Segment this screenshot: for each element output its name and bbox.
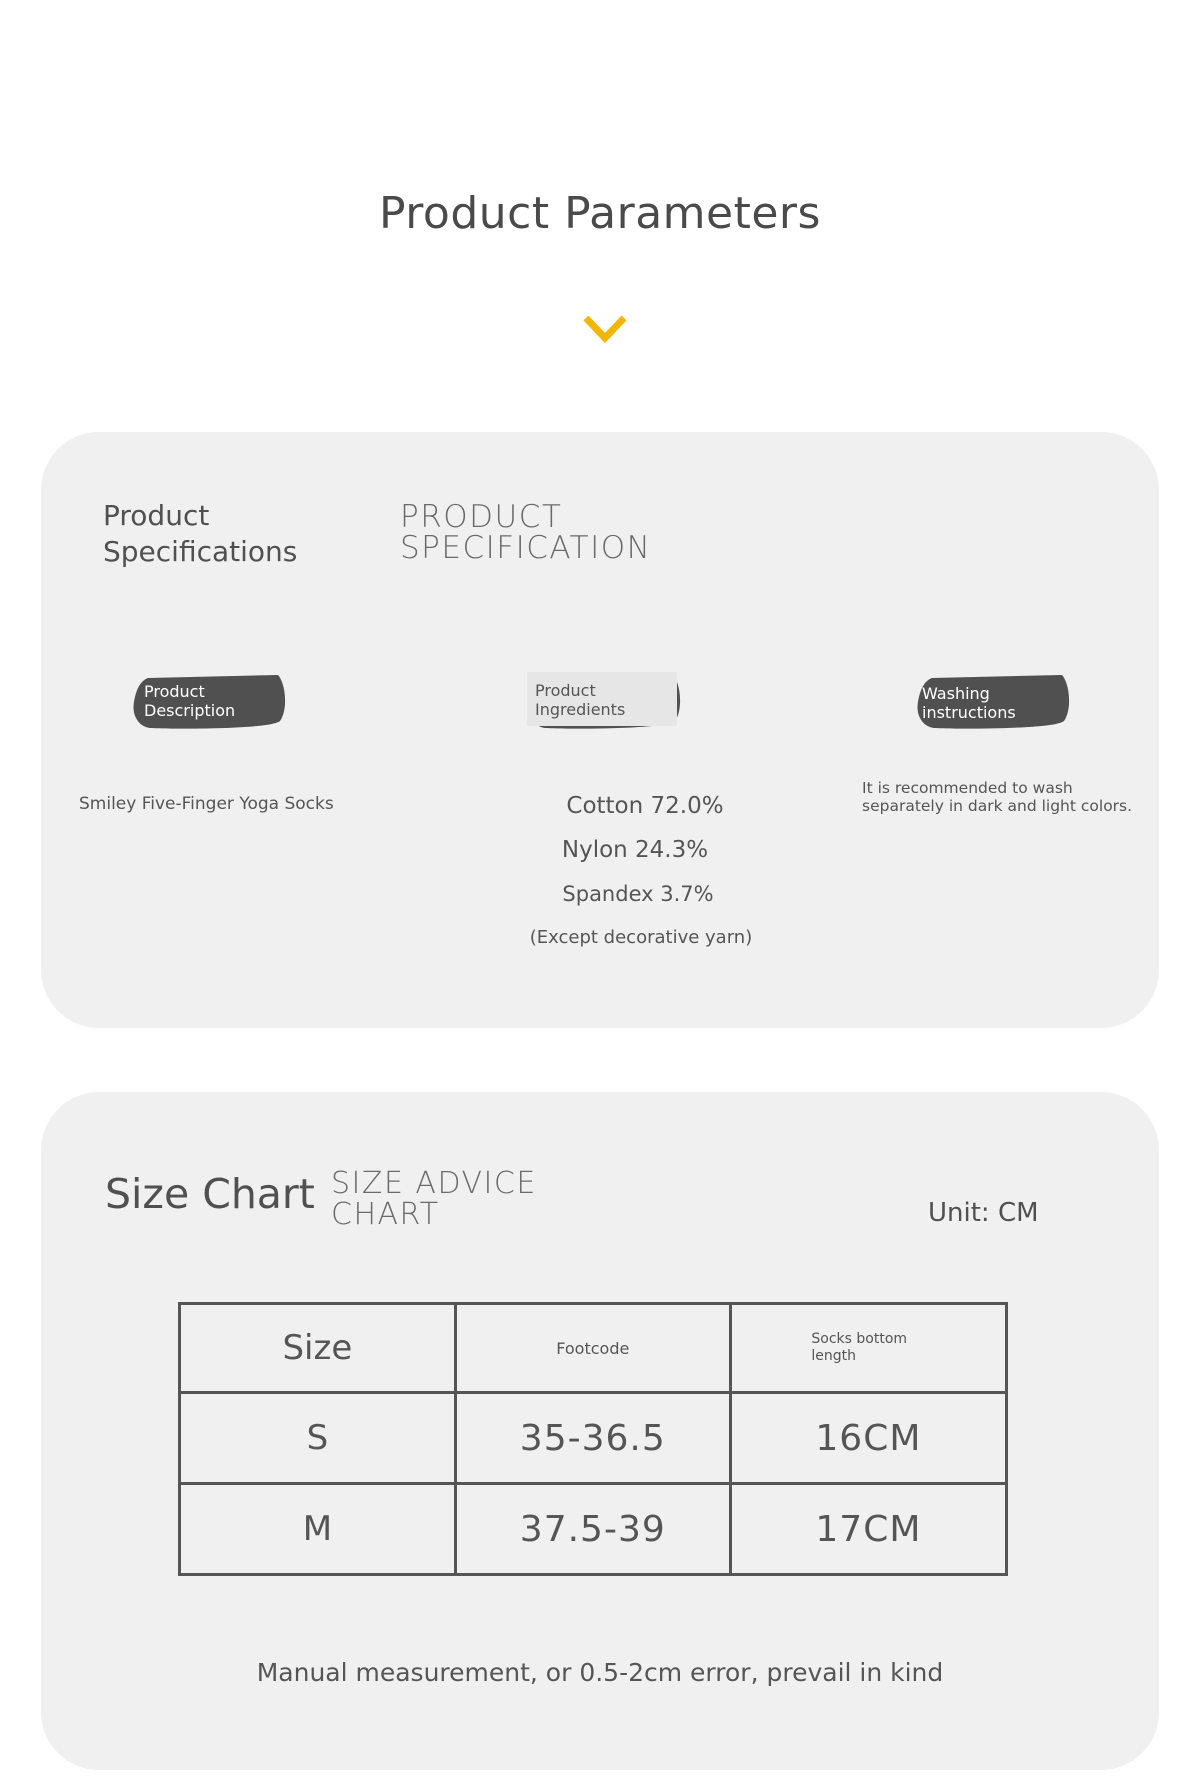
tag-product-description xyxy=(130,672,288,732)
spec-title-en-line-1: PRODUCT xyxy=(400,499,563,535)
cell-length: 16CM xyxy=(815,1417,922,1459)
tag-line-2: Ingredients xyxy=(535,700,626,719)
header-size: Size xyxy=(282,1328,353,1368)
table-header-cell xyxy=(455,1304,730,1393)
ingredients-note: (Except decorative yarn) xyxy=(529,927,753,948)
table-row xyxy=(180,1393,1007,1484)
tag-line-1: Product xyxy=(535,681,596,700)
header-footcode: Footcode xyxy=(556,1338,630,1358)
size-chart-title: Size Chart xyxy=(105,1170,315,1218)
cell-size: M xyxy=(302,1509,333,1549)
table-header-cell xyxy=(180,1304,456,1393)
product-spec-card xyxy=(41,432,1159,1028)
header-socks-length: Socks bottom length xyxy=(811,1331,908,1364)
tag-product-ingredients xyxy=(525,672,683,732)
tag-washing-instructions xyxy=(914,672,1072,732)
table-cell xyxy=(455,1484,730,1575)
cell-size: S xyxy=(306,1418,329,1458)
spec-title xyxy=(103,498,297,570)
tag-line-2: instructions xyxy=(922,703,1016,722)
table-cell xyxy=(180,1393,456,1484)
spec-title-line-1: Product xyxy=(103,499,210,532)
tag-line-1: Product xyxy=(144,682,205,701)
spec-title-en xyxy=(400,499,652,566)
unit-label: Unit: CM xyxy=(928,1198,1039,1228)
page-title: Product Parameters xyxy=(379,188,821,239)
size-table xyxy=(178,1302,1008,1576)
tag-line-2: Description xyxy=(144,701,236,720)
product-description-text: Smiley Five-Finger Yoga Socks xyxy=(79,794,334,814)
table-row xyxy=(180,1484,1007,1575)
ingredient-item: Nylon 24.3% xyxy=(561,837,709,863)
cell-footcode: 37.5-39 xyxy=(519,1508,666,1550)
tag-label xyxy=(922,684,1016,722)
size-title-en-line-1: SIZE ADVICE xyxy=(331,1166,537,1201)
washing-instructions-text: It is recommended to wash separately in dark and light colors. xyxy=(862,779,1133,815)
measurement-footnote: Manual measurement, or 0.5-2cm error, prevail in kind xyxy=(256,1658,944,1687)
table-cell xyxy=(730,1484,1006,1575)
chevron-down-icon xyxy=(582,314,628,344)
table-header-row xyxy=(180,1304,1007,1393)
size-chart-card xyxy=(41,1092,1159,1770)
table-cell xyxy=(455,1393,730,1484)
ingredient-item: Cotton 72.0% xyxy=(566,793,724,819)
cell-length: 17CM xyxy=(815,1508,922,1550)
ingredients-list xyxy=(441,784,841,960)
table-cell xyxy=(180,1484,456,1575)
table-header-cell xyxy=(730,1304,1006,1393)
tag-line-1: Washing xyxy=(922,684,990,703)
size-chart-title-en xyxy=(331,1168,537,1230)
spec-title-line-2: Specifications xyxy=(103,535,298,568)
cell-footcode: 35-36.5 xyxy=(519,1417,666,1459)
table-cell xyxy=(730,1393,1006,1484)
size-title-en-line-2: CHART xyxy=(331,1197,440,1232)
tag-label xyxy=(144,682,235,720)
spec-title-en-line-2: SPECIFICATION xyxy=(400,530,652,566)
ingredient-item: Spandex 3.7% xyxy=(562,882,714,906)
tag-label xyxy=(535,681,625,719)
